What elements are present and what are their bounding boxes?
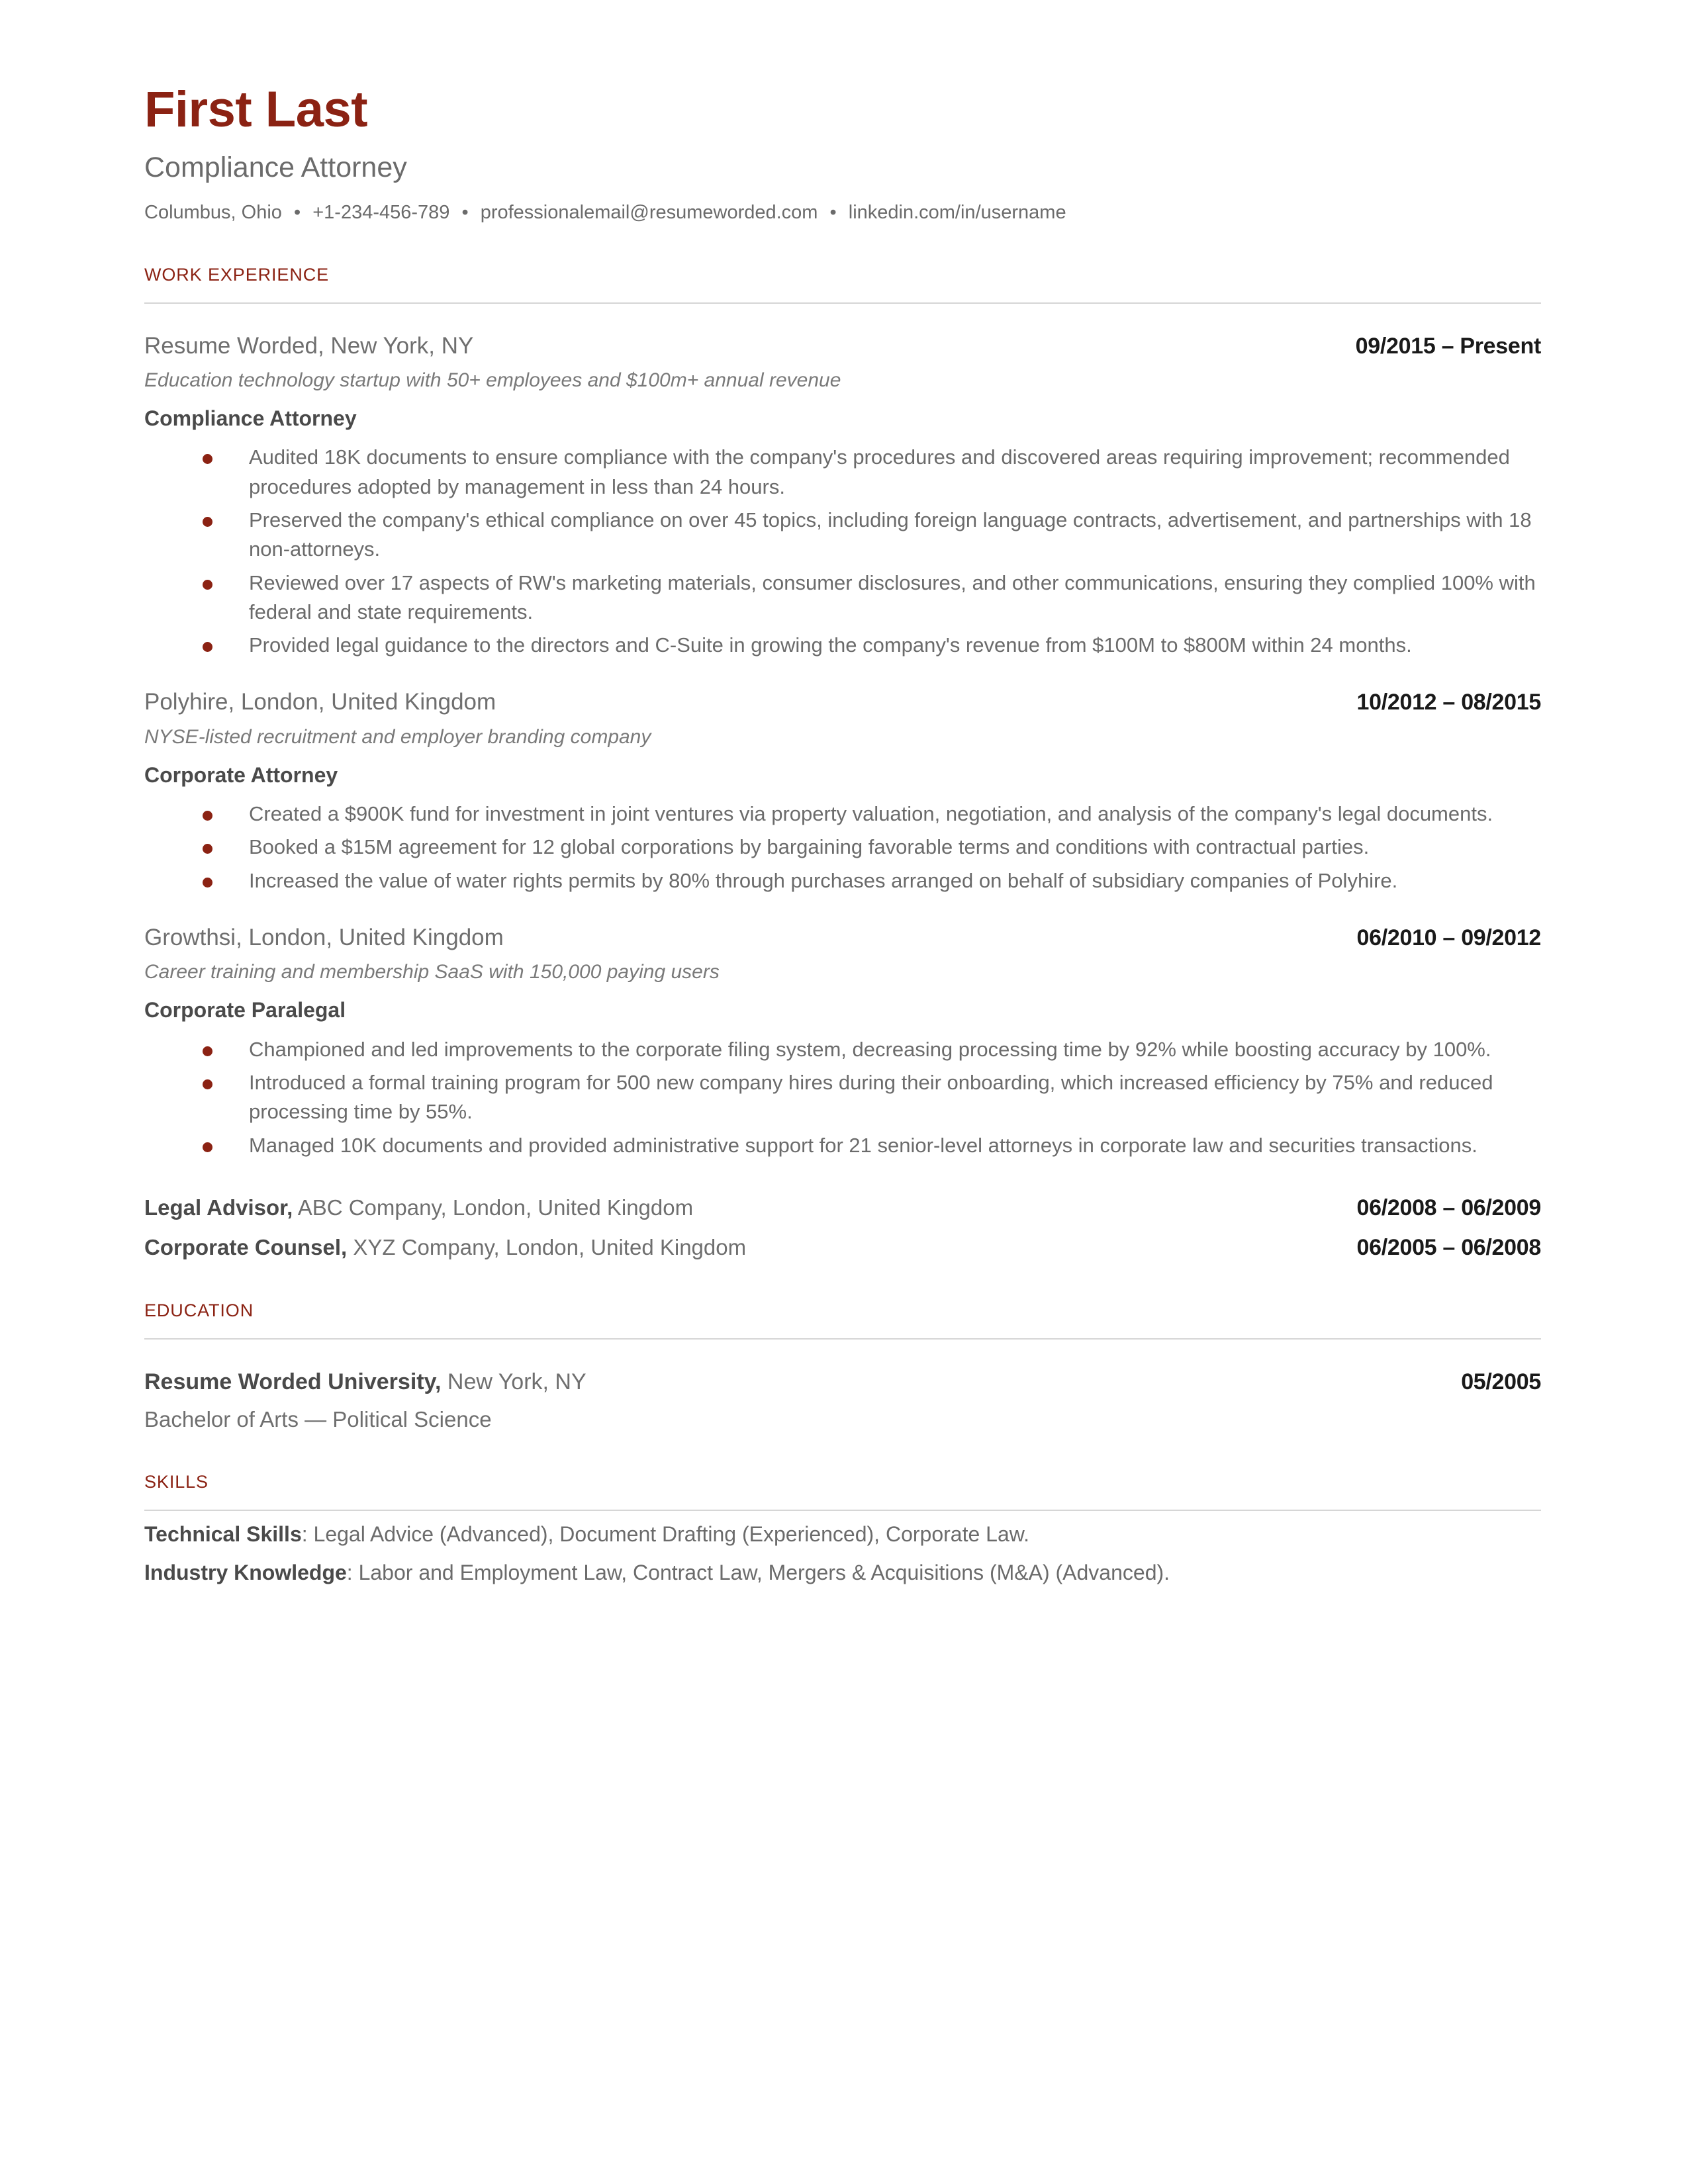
skills-label: Technical Skills: [144, 1522, 302, 1547]
skills-line: [144, 1520, 1541, 1549]
work-bullet-list: [144, 1035, 1541, 1160]
work-entry: [144, 925, 1541, 1160]
work-entry-header: [144, 333, 1541, 359]
candidate-name: First Last: [144, 81, 368, 138]
work-bullet: [144, 1068, 1541, 1127]
work-entry: [144, 333, 1541, 660]
work-bullet-text: Championed and led improvements to the corporate filing system, decreasing processing time by 92% while boosting accuracy by 100%.: [249, 1037, 1491, 1061]
work-role: Corporate Paralegal: [144, 998, 346, 1023]
bullet-dot-icon: [203, 811, 212, 821]
section-divider: [144, 1510, 1541, 1511]
work-bullet-text: Booked a $15M agreement for 12 global corporations by bargaining favorable terms and conditions with contractual parties.: [249, 835, 1370, 859]
education-entry-header: [144, 1369, 1541, 1396]
work-compact-company: XYZ Company, London, United Kingdom: [347, 1235, 747, 1260]
education-date: 05/2005: [1461, 1369, 1541, 1395]
education-school-location: New York, NY: [441, 1369, 586, 1395]
education-degree: Bachelor of Arts — Political Science: [144, 1406, 492, 1432]
work-company: Growthsi, London, United Kingdom: [144, 925, 504, 951]
work-bullet: [144, 866, 1541, 895]
work-entry: [144, 689, 1541, 895]
section-title-education: EDUCATION: [144, 1300, 254, 1321]
work-bullet-text: Increased the value of water rights permits by 80% through purchases arranged on behalf of subsidiary companies of Polyhire.: [249, 868, 1398, 892]
bullet-dot-icon: [203, 642, 212, 652]
work-bullet: [144, 833, 1541, 862]
section-divider: [144, 302, 1541, 304]
bullet-dot-icon: [203, 454, 212, 464]
work-entry-header: [144, 925, 1541, 951]
work-bullet-text: Managed 10K documents and provided administrative support for 21 senior-level attorneys in corporate law and securities transactions.: [249, 1133, 1477, 1157]
education-school: [144, 1369, 586, 1396]
work-bullet: [144, 1035, 1541, 1064]
contact-phone: +1-234-456-789: [312, 202, 450, 224]
work-bullet: [144, 443, 1541, 502]
contact-linkedin: linkedin.com/in/username: [848, 202, 1066, 224]
bullet-dot-icon: [203, 580, 212, 590]
work-compact-dates: 06/2005 – 06/2008: [1356, 1235, 1541, 1261]
bullet-dot-icon: [203, 517, 212, 527]
work-compact-dates: 06/2008 – 06/2009: [1356, 1195, 1541, 1221]
work-bullet-text: Audited 18K documents to ensure compliance with the company's procedures and discovered areas requiring improvement; recommended procedures adopted by management in less than 24 hours.: [249, 445, 1510, 498]
work-company-blurb: NYSE-listed recruitment and employer branding company: [144, 725, 651, 748]
work-role: Corporate Attorney: [144, 762, 338, 787]
work-bullet-list: [144, 799, 1541, 895]
work-bullet-list: [144, 443, 1541, 660]
work-dates: 06/2010 – 09/2012: [1356, 925, 1541, 951]
work-bullet: [144, 631, 1541, 660]
work-bullet-text: Preserved the company's ethical compliance on over 45 topics, including foreign language contracts, advertisement, and partnerships with 18 non-attorneys.: [249, 508, 1532, 561]
skills-value: : Labor and Employment Law, Contract Law, Mergers & Acquisitions (M&A) (Advanced).: [346, 1560, 1170, 1584]
section-title-work: WORK EXPERIENCE: [144, 264, 330, 285]
work-compact-text: [144, 1195, 693, 1221]
work-compact-role: Corporate Counsel,: [144, 1235, 348, 1260]
section-divider: [144, 1338, 1541, 1340]
contact-location: Columbus, Ohio: [144, 202, 282, 224]
work-bullet: [144, 506, 1541, 565]
work-bullet-text: Provided legal guidance to the directors and C-Suite in growing the company's revenue from $100M to $800M within 24 months.: [249, 633, 1412, 657]
bullet-dot-icon: [203, 1142, 212, 1152]
work-bullet: [144, 799, 1541, 829]
education-school-name: Resume Worded University,: [144, 1369, 442, 1395]
work-bullet-text: Reviewed over 17 aspects of RW's marketing materials, consumer disclosures, and other communications, ensuring they complied 100% with federal and state requirements.: [249, 570, 1536, 623]
candidate-headline: Compliance Attorney: [144, 152, 407, 183]
work-bullet-text: Created a $900K fund for investment in joint ventures via property valuation, negotiation, and analysis of the company's legal documents.: [249, 802, 1493, 826]
work-compact-entry: [144, 1234, 1541, 1261]
bullet-dot-icon: [203, 878, 212, 887]
work-company-blurb: Education technology startup with 50+ employees and $100m+ annual revenue: [144, 369, 841, 391]
work-dates: 10/2012 – 08/2015: [1356, 690, 1541, 715]
bullet-dot-icon: [203, 844, 212, 854]
work-role: Compliance Attorney: [144, 406, 357, 430]
resume-header: [144, 81, 1541, 225]
work-company: Polyhire, London, United Kingdom: [144, 689, 496, 715]
skills-line: [144, 1559, 1541, 1587]
work-compact-text: [144, 1234, 746, 1261]
contact-email: professionalemail@resumeworded.com: [480, 202, 818, 224]
work-company-blurb: Career training and membership SaaS with 150,000 paying users: [144, 961, 720, 983]
bullet-dot-icon: [203, 1046, 212, 1056]
contact-separator: •: [461, 202, 469, 224]
contact-separator: •: [294, 202, 301, 224]
skills-label: Industry Knowledge: [144, 1560, 347, 1584]
work-bullet: [144, 1131, 1541, 1160]
work-company: Resume Worded, New York, NY: [144, 332, 474, 359]
section-title-skills: SKILLS: [144, 1472, 209, 1492]
contact-separator: •: [829, 202, 837, 224]
work-entry-header: [144, 689, 1541, 715]
contact-line: [144, 201, 1541, 224]
bullet-dot-icon: [203, 1079, 212, 1089]
work-compact-role: Legal Advisor,: [144, 1195, 293, 1220]
work-dates: 09/2015 – Present: [1355, 333, 1541, 359]
work-bullet: [144, 569, 1541, 627]
work-bullet-text: Introduced a formal training program for 500 new company hires during their onboarding, which increased efficiency by 75% and reduced processing time by 55%.: [249, 1071, 1493, 1124]
skills-value: : Legal Advice (Advanced), Document Drafting (Experienced), Corporate Law.: [301, 1522, 1029, 1547]
work-compact-company: ABC Company, London, United Kingdom: [293, 1195, 694, 1220]
work-compact-entry: [144, 1195, 1541, 1221]
